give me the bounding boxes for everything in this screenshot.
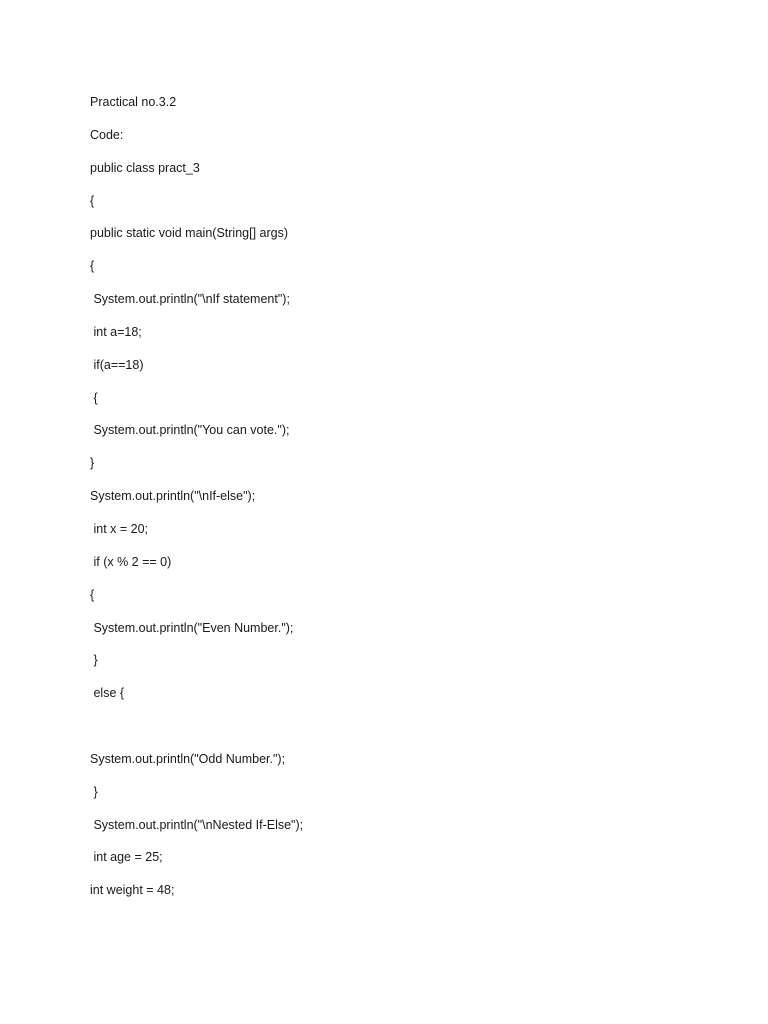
document-body [90,92,690,913]
code-line: int weight = 48; [90,883,175,898]
blank-line [90,716,690,736]
code-line: public static void main(String[] args) [90,226,288,241]
code-line: } [90,784,98,799]
code-line: public class pract_3 [90,160,200,175]
code-line: System.out.println("You can vote."); [90,423,290,438]
code-line: { [90,193,95,208]
code-line: System.out.println("\nIf-else"); [90,489,256,504]
code-line: } [90,456,95,471]
code-line: if (x % 2 == 0) [90,554,172,569]
code-label: Code: [90,127,124,142]
code-line: System.out.println("\nIf statement"); [90,292,290,307]
code-line: System.out.println("Even Number."); [90,620,294,635]
code-line: { [90,259,95,274]
code-line: else { [90,686,125,701]
code-line: int a=18; [90,324,142,339]
code-line: { [90,587,95,602]
code-line: { [90,390,98,405]
code-line: System.out.println("Odd Number."); [90,751,286,766]
code-line: if(a==18) [90,357,144,372]
code-line: int x = 20; [90,521,149,536]
code-line: System.out.println("\nNested If-Else"); [90,817,304,832]
code-line: } [90,653,98,668]
code-line: int age = 25; [90,850,163,865]
heading-practical-number: Practical no.3.2 [90,95,177,109]
